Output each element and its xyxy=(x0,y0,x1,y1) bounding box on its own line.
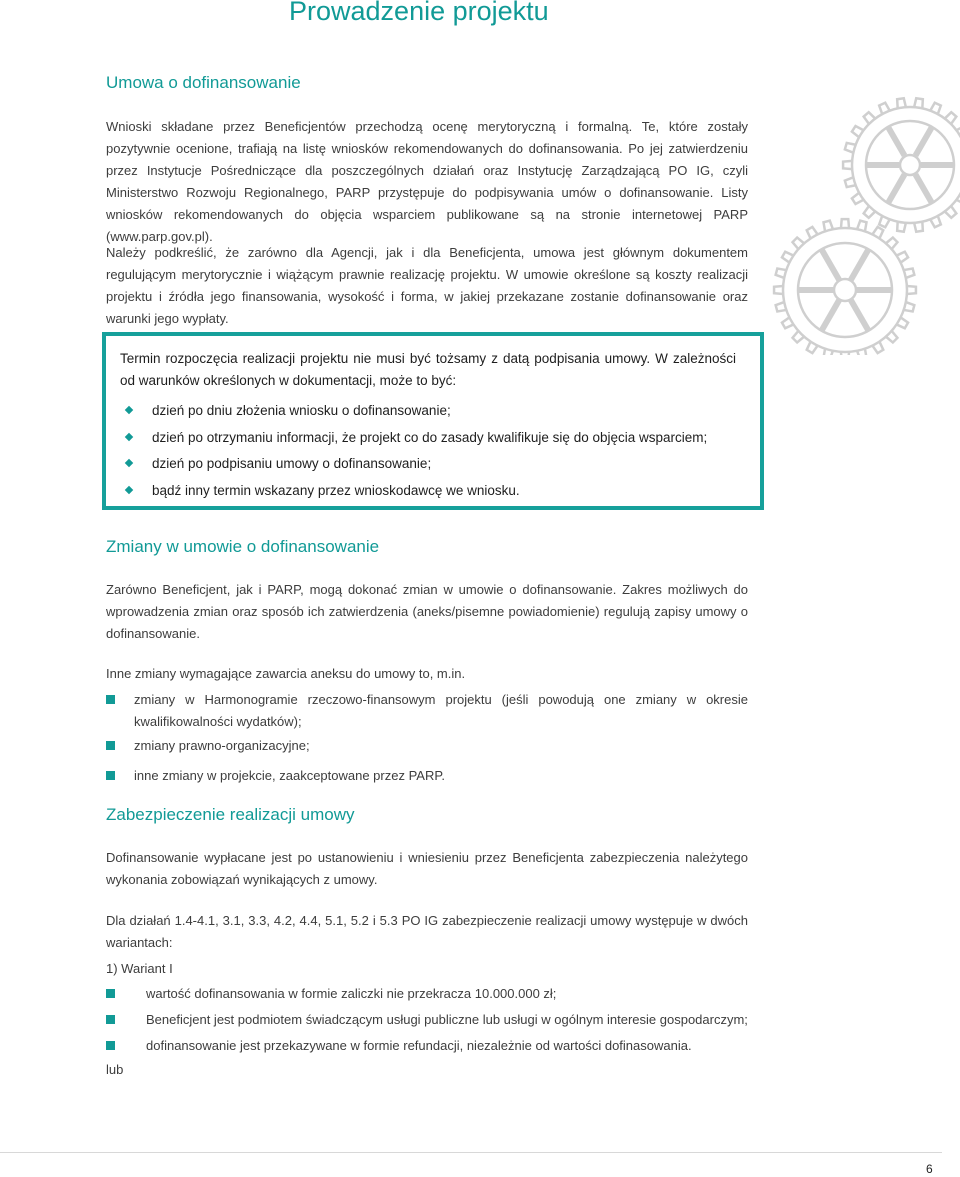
variant-label: 1) Wariant I xyxy=(106,961,173,976)
wariant-list xyxy=(106,983,748,1061)
list-item-text: Beneficjent jest podmiotem świadczącym usługi publiczne lub usługi w ogólnym interesie gospodarczym; xyxy=(146,1012,748,1027)
callout-box xyxy=(102,332,764,510)
square-bullet-icon xyxy=(106,989,115,998)
callout-item xyxy=(120,400,760,427)
page-number: 6 xyxy=(926,1162,933,1176)
callout-item-text: bądź inny termin wskazany przez wnioskodawcę we wniosku. xyxy=(152,482,520,498)
paragraph-umowa-1: Wnioski składane przez Beneficjentów przechodzą ocenę merytoryczną i formalną. Te, które zostały pozytywnie ocenione, trafiają na listę wniosków rekomendowanych do dofinansowania. Po jej zatwierdzeniu przez Instytucje Pośredniczące dla poszczególnych działań oraz Instytucję Zarządzającą PO IG, czyli Ministerstwo Rozwoju Regionalnego, PARP przystępuje do podpisywania umów o dofinansowanie. Listy wniosków rekomendowanych do objęcia wsparciem publikowane są na stronie internetowej PARP (www.parp.gov.pl). xyxy=(106,119,748,244)
list-item xyxy=(106,765,748,787)
callout-list xyxy=(120,400,760,506)
diamond-bullet-icon xyxy=(125,459,133,467)
paragraph-umowa-2: Należy podkreślić, że zarówno dla Agencji, jak i dla Beneficjenta, umowa jest głównym dokumentem regulującym merytorycznie i wiążącym prawnie realizację projektu. W umowie określone są koszty realizacji projektu i źródła jego finansowania, wysokość i forma, w jakiej przekazane zostanie dofinansowanie oraz warunki jego wypłaty. xyxy=(106,245,748,326)
callout-item-text: dzień po podpisaniu umowy o dofinansowanie; xyxy=(152,456,432,471)
square-bullet-icon xyxy=(106,741,115,750)
square-bullet-icon xyxy=(106,1041,115,1050)
paragraph-zmiany-2: Inne zmiany wymagające zawarcia aneksu do umowy to, m.in. xyxy=(106,666,466,681)
diamond-bullet-icon xyxy=(125,406,133,414)
list-item xyxy=(106,689,748,733)
callout-item xyxy=(120,427,760,454)
gears-icon xyxy=(760,95,960,355)
list-item xyxy=(106,1035,748,1061)
list-item-text: zmiany w Harmonogramie rzeczowo-finansowym projektu (jeśli powodują one zmiany w okresie kwalifikowalności wydatków); xyxy=(134,692,748,729)
list-item xyxy=(106,735,748,765)
diamond-bullet-icon xyxy=(125,485,133,493)
section-heading-zabezpieczenie: Zabezpieczenie realizacji umowy xyxy=(106,805,355,824)
list-item-text: inne zmiany w projekcie, zaakceptowane przez PARP. xyxy=(134,768,445,783)
list-item xyxy=(106,983,748,1009)
or-text: lub xyxy=(106,1062,124,1077)
list-item-text: zmiany prawno-organizacyjne; xyxy=(134,738,310,753)
list-item xyxy=(106,1009,748,1035)
callout-item xyxy=(120,480,760,507)
footer-divider xyxy=(0,1152,942,1153)
paragraph-zabezpieczenie-1: Dofinansowanie wypłacane jest po ustanowieniu i wniesieniu przez Beneficjenta zabezpieczenia należytego wykonania zobowiązań wynikających z umowy. xyxy=(106,850,748,887)
callout-item xyxy=(120,453,760,480)
list-item-text: wartość dofinansowania w formie zaliczki nie przekracza 10.000.000 zł; xyxy=(146,986,557,1001)
paragraph-zmiany-1: Zarówno Beneficjent, jak i PARP, mogą dokonać zmian w umowie o dofinansowanie. Zakres możliwych do wprowadzenia zmian oraz sposób ich zatwierdzenia (aneks/pisemne powiadomienie) regulują zapisy umowy o dofinansowanie. xyxy=(106,582,748,641)
page-title: Prowadzenie projektu xyxy=(289,0,549,26)
square-bullet-icon xyxy=(106,1015,115,1024)
section-heading-umowa: Umowa o dofinansowanie xyxy=(106,73,301,92)
zmiany-list xyxy=(106,689,748,787)
callout-intro: Termin rozpoczęcia realizacji projektu nie musi być tożsamy z datą podpisania umowy. W zależności od warunków określonych w dokumentacji, może to być: xyxy=(120,351,736,388)
section-heading-zmiany: Zmiany w umowie o dofinansowanie xyxy=(106,537,380,556)
callout-item-text: dzień po dniu złożenia wniosku o dofinansowanie; xyxy=(152,403,451,418)
square-bullet-icon xyxy=(106,771,115,780)
callout-item-text: dzień po otrzymaniu informacji, że projekt co do zasady kwalifikuje się do objęcia wsparciem; xyxy=(152,429,708,445)
paragraph-zabezpieczenie-2: Dla działań 1.4-4.1, 3.1, 3.3, 4.2, 4.4, 5.1, 5.2 i 5.3 PO IG zabezpieczenie realizacji umowy występuje w dwóch wariantach: xyxy=(106,913,748,950)
list-item-text: dofinansowanie jest przekazywane w formie refundacji, niezależnie od wartości dofinasowania. xyxy=(146,1038,692,1053)
diamond-bullet-icon xyxy=(125,432,133,440)
square-bullet-icon xyxy=(106,695,115,704)
